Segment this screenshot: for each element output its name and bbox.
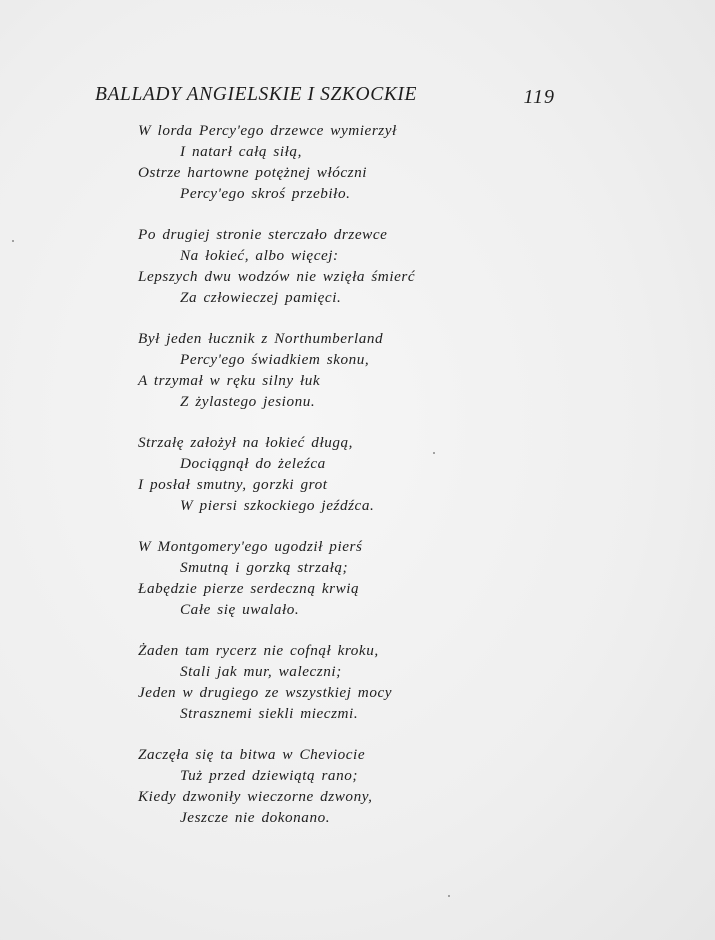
poem [138, 120, 538, 848]
verse-line: I posłał smutny, gorzki grot [138, 476, 328, 493]
verse-line: Jeden w drugiego ze wszystkiej mocy [138, 684, 393, 701]
verse-line: W lorda Percy'ego drzewce wymierzył [138, 122, 397, 139]
stanza [138, 640, 538, 724]
verse-line: Żaden tam rycerz nie cofnął kroku, [138, 642, 379, 659]
stanza [138, 120, 538, 204]
verse-line: Kiedy dzwoniły wieczorne dzwony, [138, 788, 373, 805]
verse-line: Lepszych dwu wodzów nie wzięła śmierć [138, 268, 416, 285]
verse-line: Po drugiej stronie sterczało drzewce [138, 226, 388, 243]
verse-line: Stali jak mur, waleczni; [180, 663, 342, 680]
verse-line: Był jeden łucznik z Northumberland [138, 330, 384, 347]
verse-line: Łabędzie pierze serdeczną krwią [138, 580, 360, 597]
paper-speck [448, 895, 450, 897]
stanza [138, 536, 538, 620]
stanza [138, 224, 538, 308]
verse-line: Percy'ego świadkiem skonu, [180, 351, 370, 368]
verse-line: A trzymał w ręku silny łuk [138, 372, 321, 389]
verse-line: Dociągnął do żeleźca [180, 455, 326, 472]
verse-line: Jeszcze nie dokonano. [180, 809, 331, 826]
verse-line: Strzałę założył na łokieć długą, [138, 434, 353, 451]
running-title: BALLADY ANGIELSKIE I SZKOCKIE [95, 84, 418, 105]
verse-line: Całe się uwalało. [180, 601, 300, 618]
verse-line: Z żylastego jesionu. [180, 393, 316, 410]
verse-line: Ostrze hartowne potężnej włóczni [138, 164, 368, 181]
verse-line: W Montgomery'ego ugodził pierś [138, 538, 363, 555]
verse-line: I natarł całą siłą, [180, 143, 302, 160]
page-header [95, 84, 565, 110]
verse-line: Smutną i gorzką strzałą; [180, 559, 349, 576]
verse-line: Strasznemi siekli mieczmi. [180, 705, 359, 722]
verse-line: Tuż przed dziewiątą rano; [180, 767, 358, 784]
stanza [138, 744, 538, 828]
page-number: 119 [523, 86, 555, 108]
stanza [138, 328, 538, 412]
verse-line: Za człowieczej pamięci. [180, 289, 342, 306]
verse-line: W piersi szkockiego jeźdźca. [180, 497, 375, 514]
verse-line: Zaczęła się ta bitwa w Cheviocie [138, 746, 366, 763]
paper-speck [12, 240, 14, 242]
stanza [138, 432, 538, 516]
verse-line: Na łokieć, albo więcej: [180, 247, 339, 264]
paper-speck [433, 452, 435, 454]
verse-line: Percy'ego skroś przebiło. [180, 185, 351, 202]
